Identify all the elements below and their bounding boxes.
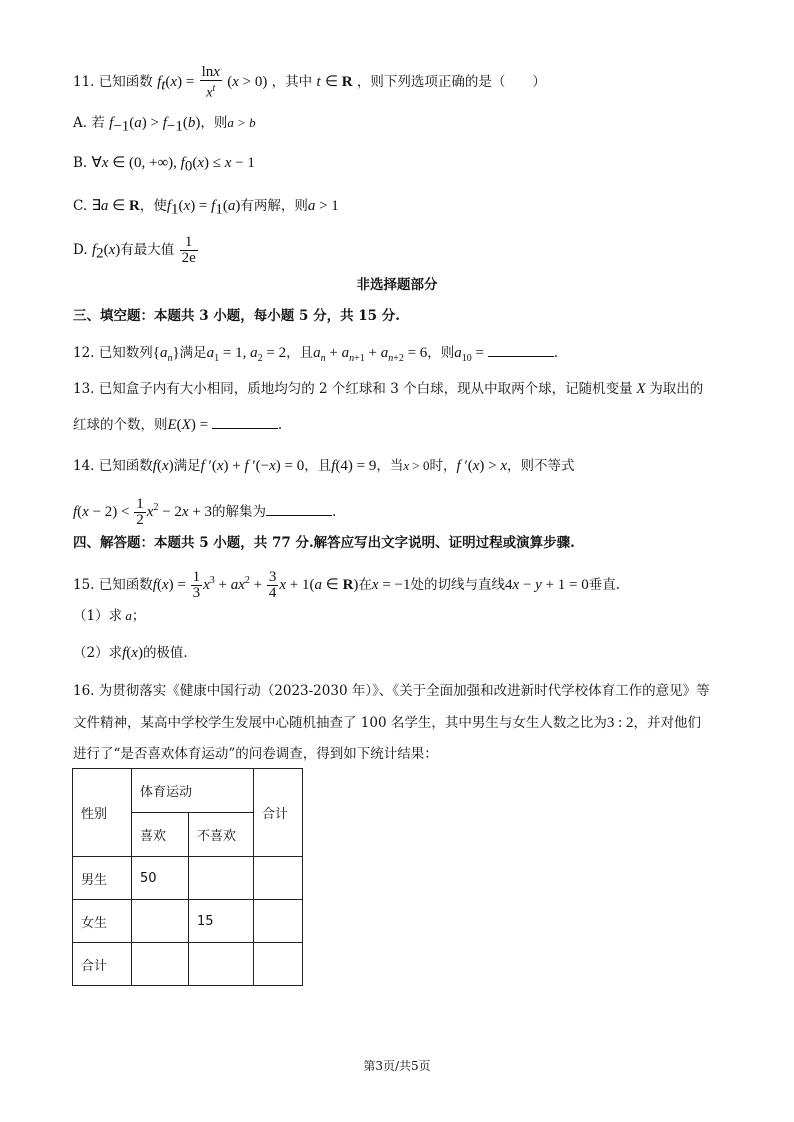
q14-line1: 14. 已知函数f(x)满足f ′(x) + f ′(−x) = 0，且f(4) = 9，当x > 0时，f ′(x) > x，则不等式 xyxy=(73,458,575,474)
q11-option-c: C. ∃a ∈ R，使$f_1(x) = f_1(a)$有两解，则a > 1 xyxy=(73,198,339,218)
q13-answer-blank[interactable] xyxy=(212,414,278,429)
q13-line1: 13. 已知盒子内有大小相同，质地均匀的 2 个红球和 3 个白球，现从中取两个球，记随机变量 X 为取出的 xyxy=(73,381,704,397)
q15-part2: （2）求f(x)的极值. xyxy=(73,645,188,661)
q15-stem: 15. 已知函数f(x) = $\frac{1}{3}$ $x^3 + ax^2$ + $\frac{3}{4}$ x + 1(a ∈ R)在x = −1处的切线与直线4x − y + 1 = 0垂直. xyxy=(73,569,621,601)
q11-fraction: $\frac{\ln x}{x^t}$ xyxy=(201,63,220,101)
q14-line2: f(x − 2) < $\frac{1}{2}$ $x^2 - 2x + 3$的解集为 . xyxy=(73,496,337,528)
q16-line2: 文件精神，某高中学校学生发展中心随机抽查了 100 名学生，其中男生与女生人数之比为3 : 2，并对他们 xyxy=(73,715,702,731)
table-row: 男生 50 xyxy=(73,857,303,900)
q13-line2: 红球的个数，则E(X) = . xyxy=(73,414,282,435)
q12-answer-blank[interactable] xyxy=(488,342,554,357)
section3-heading: 三、填空题：本题共 3 小题，每小题 5 分，共 15 分. xyxy=(73,308,400,324)
q11-tail: ，则下列选项正确的是（ ） xyxy=(356,74,546,90)
section4-heading: 四、解答题：本题共 5 小题，共 77 分.解答应写出文字说明、证明过程或演算步骤. xyxy=(73,535,575,551)
q15-part1: （1）求 a； xyxy=(73,608,146,624)
header-sport: 体育运动 xyxy=(132,769,254,813)
page-footer: 第3页/共5页 xyxy=(363,1059,431,1073)
table-row: 女生 15 xyxy=(73,900,303,943)
header-like: 喜欢 xyxy=(132,813,189,857)
q11-option-d: D. $f_2(x)$有最大值 $\frac{1}{2e}$ xyxy=(73,234,196,266)
section-title: 非选择题部分 xyxy=(356,277,438,293)
q16-line3: 进行了“是否喜欢体育运动”的问卷调查，得到如下统计结果： xyxy=(73,746,438,762)
q14-answer-blank[interactable] xyxy=(266,501,332,516)
q16-line1: 16. 为贯彻落实《健康中国行动（2023-2030 年）》、《关于全面加强和改进新时代学校体育工作的意见》等 xyxy=(73,683,710,699)
header-total: 合计 xyxy=(254,769,303,857)
q11-prefix: 11. 已知函数 xyxy=(73,74,153,90)
q11-mid: ，其中 xyxy=(271,74,313,90)
q11-option-b: B. ∀x ∈ (0, +∞), $f_0(x) \le x - 1$ xyxy=(73,155,255,175)
q11-option-a: A. 若 $f_{-1}(a) > f_{-1}(b)$，则a > b xyxy=(73,115,256,135)
survey-table xyxy=(72,768,303,986)
q11-stem: 11. 已知函数 $f_t(x)$ = $\frac{\ln x}{x^t}$ (x > 0) ，其中 t ∈ R ，则下列选项正确的是（ ） xyxy=(73,63,546,101)
header-dislike: 不喜欢 xyxy=(189,813,254,857)
q12: 12. 已知数列$\{a_n\}$满足$a_1 = 1$, $a_2 = 2$，且$a_n + a_{n+1} + a_{n+2} = 6$，则$a_{10}$ = . xyxy=(73,342,558,369)
header-gender: 性别 xyxy=(73,769,132,857)
table-row: 合计 xyxy=(73,943,303,986)
